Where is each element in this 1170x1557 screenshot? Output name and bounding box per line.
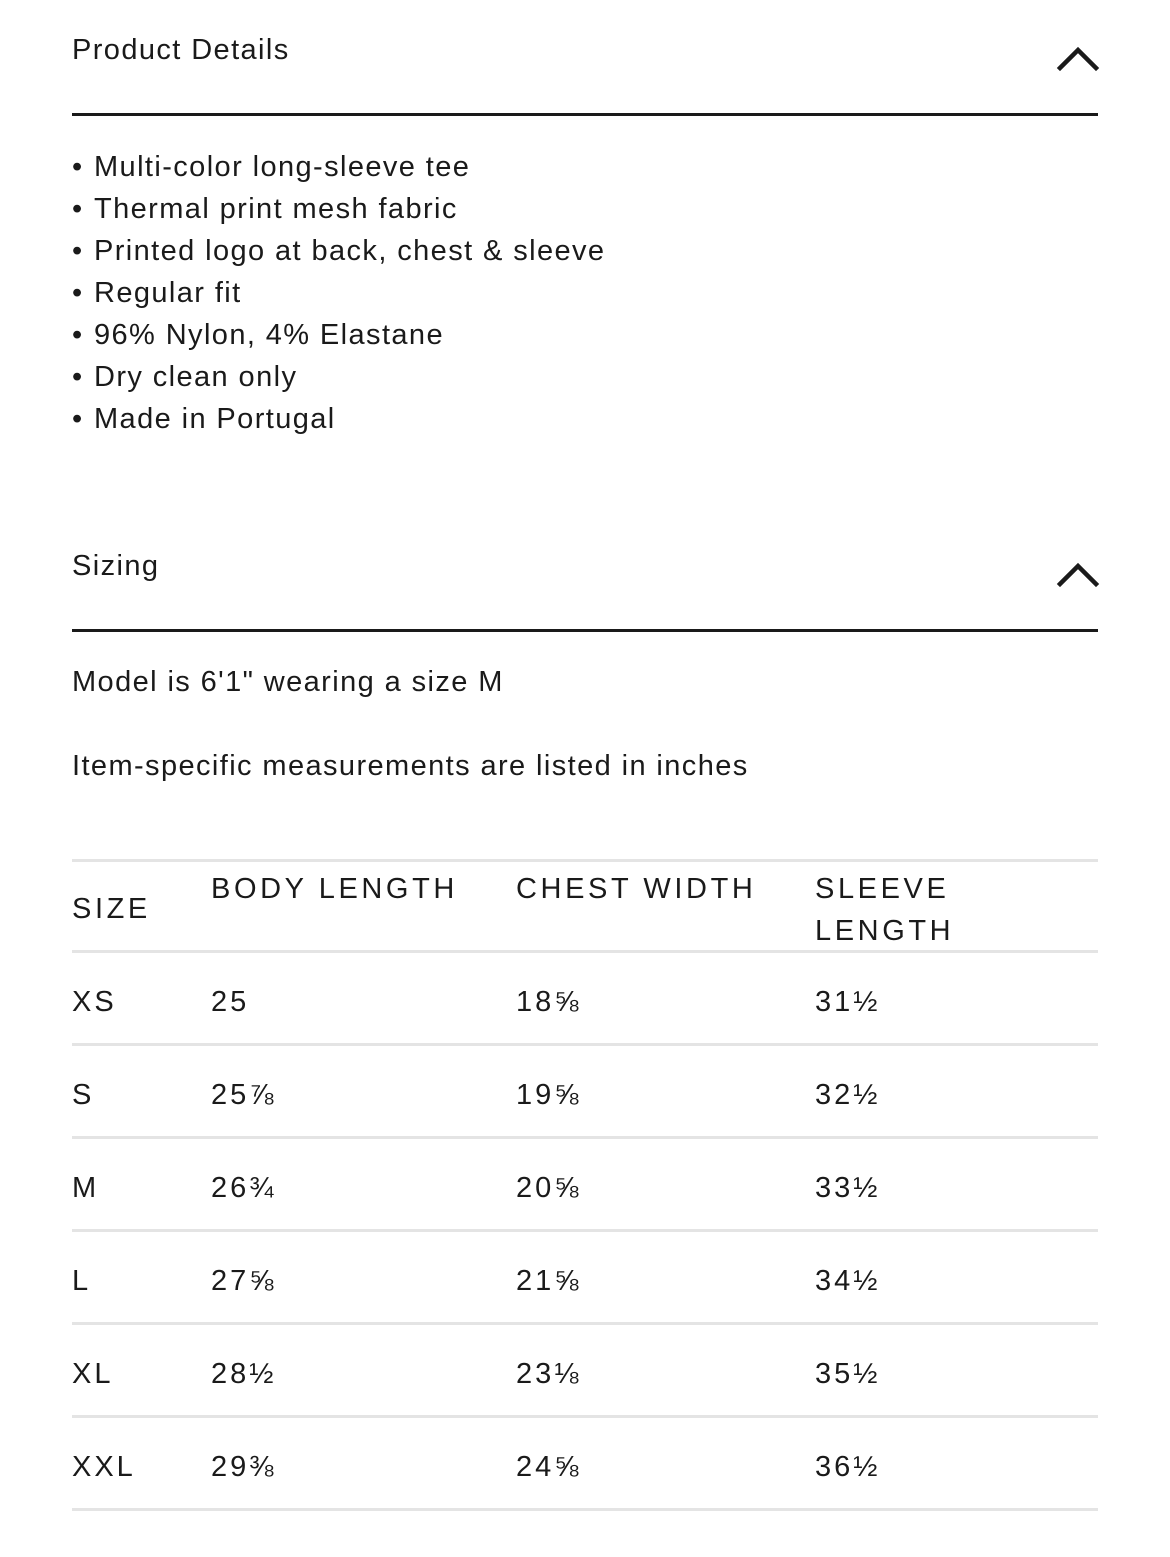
bullet: • — [72, 319, 84, 351]
chest-width-cell: 23⅛ — [516, 1358, 582, 1390]
bullet: • — [72, 361, 84, 393]
sleeve-length-cell: 35½ — [815, 1358, 881, 1390]
size-cell: L — [72, 1265, 92, 1297]
list-item — [72, 188, 605, 230]
size-chart-table — [72, 859, 1098, 1511]
list-item — [72, 314, 605, 356]
sleeve-length-cell: 31½ — [815, 986, 881, 1018]
header-sleeve-length: SLEEVE LENGTH — [815, 873, 955, 947]
product-details-list — [72, 146, 605, 440]
body-length-cell: 26¾ — [211, 1172, 277, 1204]
sleeve-length-cell: 36½ — [815, 1451, 881, 1483]
list-item — [72, 146, 605, 188]
chest-width-cell: 24⅝ — [516, 1451, 582, 1483]
bullet: • — [72, 151, 84, 183]
table-row — [72, 1046, 1098, 1139]
size-cell: XL — [72, 1358, 114, 1390]
product-details-header[interactable] — [72, 0, 1098, 116]
size-cell: XS — [72, 986, 117, 1018]
bullet: • — [72, 277, 84, 309]
body-length-cell: 29⅜ — [211, 1451, 277, 1483]
list-item-text: Made in Portugal — [94, 403, 336, 435]
list-item-text: Dry clean only — [94, 361, 298, 393]
size-cell: XXL — [72, 1451, 136, 1483]
list-item — [72, 230, 605, 272]
bullet: • — [72, 235, 84, 267]
list-item — [72, 398, 605, 440]
table-row — [72, 953, 1098, 1046]
table-row — [72, 1418, 1098, 1511]
body-length-cell: 25⅞ — [211, 1079, 277, 1111]
body-length-cell: 27⅝ — [211, 1265, 277, 1297]
chest-width-cell: 20⅝ — [516, 1172, 582, 1204]
list-item — [72, 272, 605, 314]
table-row — [72, 1232, 1098, 1325]
header-body-length: BODY LENGTH — [211, 873, 458, 905]
list-item-text: Regular fit — [94, 277, 242, 309]
table-row — [72, 1139, 1098, 1232]
list-item-text: Thermal print mesh fabric — [94, 193, 458, 225]
list-item-text: 96% Nylon, 4% Elastane — [94, 319, 444, 351]
chevron-up-icon[interactable] — [1054, 552, 1102, 592]
sizing-section — [72, 516, 1098, 1483]
size-cell: M — [72, 1172, 100, 1204]
sleeve-length-cell: 34½ — [815, 1265, 881, 1297]
body-length-cell: 28½ — [211, 1358, 277, 1390]
size-cell: S — [72, 1079, 95, 1111]
sizing-title: Sizing — [72, 550, 160, 582]
measurement-unit-note: Item-specific measurements are listed in inches — [72, 750, 749, 782]
bullet: • — [72, 193, 84, 225]
body-length-cell: 25 — [211, 986, 250, 1018]
bullet: • — [72, 403, 84, 435]
chest-width-cell: 18⅝ — [516, 986, 582, 1018]
header-size: SIZE — [72, 893, 151, 925]
chest-width-cell: 19⅝ — [516, 1079, 582, 1111]
table-row — [72, 1325, 1098, 1418]
header-chest-width: CHEST WIDTH — [516, 873, 757, 905]
sizing-header[interactable] — [72, 516, 1098, 632]
list-item-text: Multi-color long-sleeve tee — [94, 151, 471, 183]
chevron-up-icon[interactable] — [1054, 36, 1102, 76]
sleeve-length-cell: 33½ — [815, 1172, 881, 1204]
table-header-row — [72, 862, 1098, 953]
chest-width-cell: 21⅝ — [516, 1265, 582, 1297]
product-details-section — [72, 0, 1098, 435]
product-details-title: Product Details — [72, 34, 290, 66]
sleeve-length-cell: 32½ — [815, 1079, 881, 1111]
product-info-panel — [72, 0, 1098, 1483]
list-item-text: Printed logo at back, chest & sleeve — [94, 235, 606, 267]
list-item — [72, 356, 605, 398]
model-size-note: Model is 6'1" wearing a size M — [72, 666, 504, 698]
